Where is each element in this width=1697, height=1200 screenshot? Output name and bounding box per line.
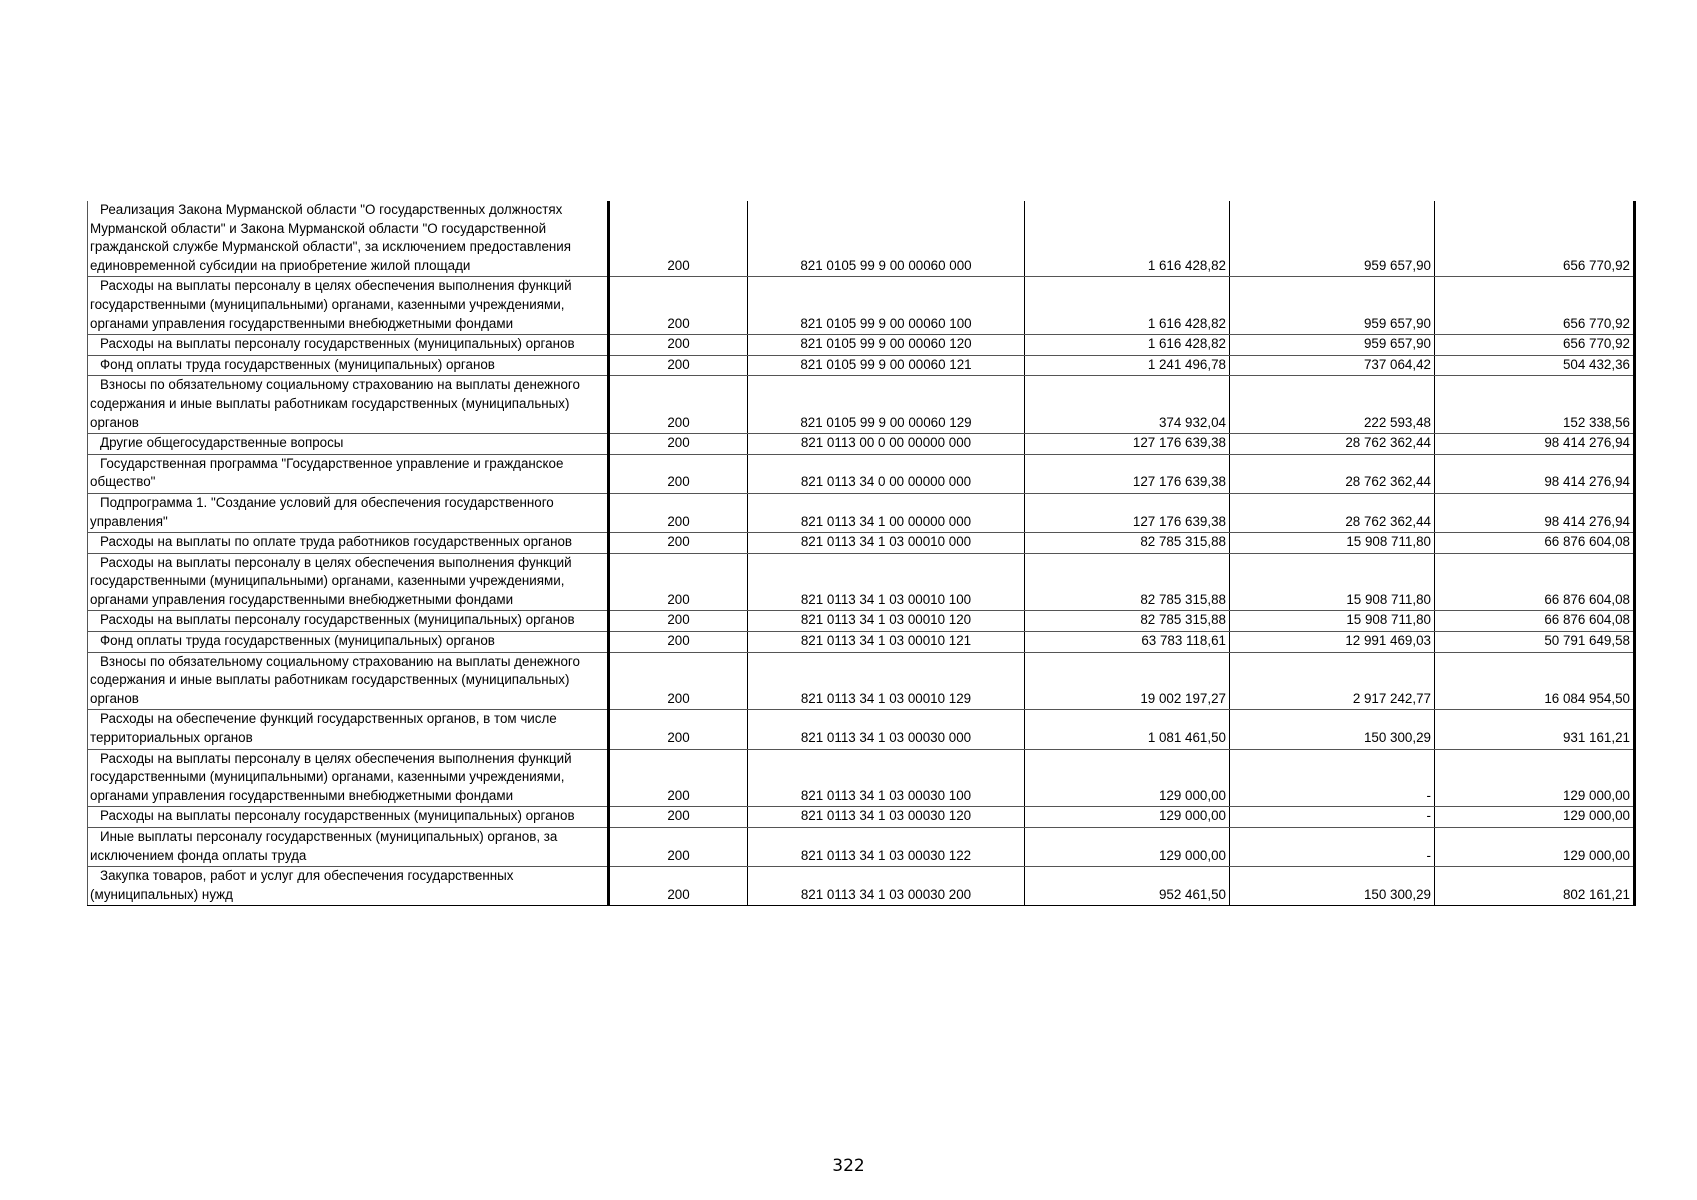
row-budget-classification-cell: 821 0113 34 1 03 00030 000 [748,710,1025,749]
row-budget-classification-cell: 821 0113 00 0 00 00000 000 [748,434,1025,455]
row-executed-amount-cell: 959 657,90 [1230,277,1435,335]
row-name-cell [88,277,609,335]
row-unexecuted-amount-cell: 16 084 954,50 [1435,652,1635,710]
row-unexecuted-amount-cell: 98 414 276,94 [1435,434,1635,455]
row-approved-amount-cell: 129 000,00 [1025,807,1230,828]
row-name-text: Расходы на выплаты персоналу в целях обеспечения выполнения функций государственными (муниципальными) органами, казенными учреждениями, органами управления государственными внебюджетными фондами [90,554,572,607]
row-budget-classification-cell: 821 0113 34 1 03 00030 120 [748,807,1025,828]
row-executed-amount-cell: 15 908 711,80 [1230,553,1435,611]
table-row [88,553,1635,611]
row-name-cell [88,652,609,710]
row-name-text: Другие общегосударственные вопросы [100,435,344,451]
row-approved-amount-cell: 1 616 428,82 [1025,277,1230,335]
row-code-cell: 200 [609,749,748,807]
row-budget-classification-cell: 821 0113 34 1 03 00010 121 [748,632,1025,653]
row-name-text: Реализация Закона Мурманской области "О государственных должностях Мурманской области" и Закона Мурманской области "О государственной гражданской службе Мурманской области", за исключением предоставления единовременной субсидии на приобретение жилой площади [90,202,572,273]
row-code-cell: 200 [609,201,748,277]
row-executed-amount-cell: 959 657,90 [1230,201,1435,277]
table-row [88,335,1635,356]
row-approved-amount-cell: 82 785 315,88 [1025,611,1230,632]
page-number: 322 [832,1156,865,1176]
row-approved-amount-cell: 952 461,50 [1025,867,1230,906]
row-name-cell [88,434,609,455]
row-name-cell [88,611,609,632]
row-executed-amount-cell: 150 300,29 [1230,710,1435,749]
row-unexecuted-amount-cell: 129 000,00 [1435,828,1635,867]
row-budget-classification-cell: 821 0113 34 1 03 00010 129 [748,652,1025,710]
row-name-text: Фонд оплаты труда государственных (муниципальных) органов [100,356,495,372]
row-name-cell [88,376,609,434]
table-row [88,611,1635,632]
row-name-cell [88,355,609,376]
row-name-cell [88,867,609,906]
row-name-cell [88,533,609,554]
row-executed-amount-cell: 15 908 711,80 [1230,533,1435,554]
row-name-cell [88,201,609,277]
row-code-cell: 200 [609,652,748,710]
row-code-cell: 200 [609,434,748,455]
row-unexecuted-amount-cell: 656 770,92 [1435,201,1635,277]
row-executed-amount-cell: - [1230,807,1435,828]
row-budget-classification-cell: 821 0113 34 1 03 00030 200 [748,867,1025,906]
row-approved-amount-cell: 129 000,00 [1025,828,1230,867]
row-name-cell [88,828,609,867]
row-name-cell [88,632,609,653]
row-executed-amount-cell: 737 064,42 [1230,355,1435,376]
row-name-cell [88,710,609,749]
row-executed-amount-cell: - [1230,749,1435,807]
table-row [88,355,1635,376]
row-name-text: Расходы на выплаты персоналу в целях обеспечения выполнения функций государственными (муниципальными) органами, казенными учреждениями, органами управления государственными внебюджетными фондами [90,750,572,803]
row-name-cell [88,493,609,532]
row-name-cell [88,335,609,356]
row-name-text: Взносы по обязательному социальному страхованию на выплаты денежного содержания и иные выплаты работникам государственных (муниципальных) органов [90,377,580,430]
row-unexecuted-amount-cell: 129 000,00 [1435,807,1635,828]
row-code-cell: 200 [609,355,748,376]
row-code-cell: 200 [609,553,748,611]
row-code-cell: 200 [609,828,748,867]
row-code-cell: 200 [609,867,748,906]
row-budget-classification-cell: 821 0113 34 1 03 00030 122 [748,828,1025,867]
row-approved-amount-cell: 82 785 315,88 [1025,533,1230,554]
row-budget-classification-cell: 821 0105 99 9 00 00060 100 [748,277,1025,335]
row-unexecuted-amount-cell: 98 414 276,94 [1435,454,1635,493]
row-code-cell: 200 [609,335,748,356]
row-approved-amount-cell: 129 000,00 [1025,749,1230,807]
row-budget-classification-cell: 821 0105 99 9 00 00060 121 [748,355,1025,376]
row-budget-classification-cell: 821 0113 34 1 00 00000 000 [748,493,1025,532]
row-approved-amount-cell: 1 081 461,50 [1025,710,1230,749]
row-unexecuted-amount-cell: 656 770,92 [1435,335,1635,356]
row-executed-amount-cell: 28 762 362,44 [1230,454,1435,493]
table-row [88,201,1635,277]
table-row [88,652,1635,710]
row-name-text: Расходы на выплаты по оплате труда работников государственных органов [100,534,573,550]
row-name-text: Расходы на обеспечение функций государственных органов, в том числе территориальных органов [90,711,557,746]
row-executed-amount-cell: 28 762 362,44 [1230,493,1435,532]
table-row [88,533,1635,554]
row-unexecuted-amount-cell: 66 876 604,08 [1435,533,1635,554]
budget-execution-table [87,201,1636,906]
row-unexecuted-amount-cell: 66 876 604,08 [1435,611,1635,632]
row-name-text: Подпрограмма 1. "Создание условий для обеспечения государственного управления" [90,494,554,529]
table-row [88,867,1635,906]
row-name-text: Государственная программа "Государственное управление и гражданское общество" [90,455,564,490]
row-name-text: Закупка товаров, работ и услуг для обеспечения государственных (муниципальных) нужд [90,868,514,902]
row-name-text: Взносы по обязательному социальному страхованию на выплаты денежного содержания и иные выплаты работникам государственных (муниципальных) органов [90,653,580,706]
row-budget-classification-cell: 821 0105 99 9 00 00060 000 [748,201,1025,277]
row-code-cell: 200 [609,611,748,632]
row-approved-amount-cell: 63 783 118,61 [1025,632,1230,653]
row-approved-amount-cell: 374 932,04 [1025,376,1230,434]
row-budget-classification-cell: 821 0113 34 1 03 00010 000 [748,533,1025,554]
row-code-cell: 200 [609,710,748,749]
table-row [88,434,1635,455]
row-name-cell [88,553,609,611]
row-budget-classification-cell: 821 0105 99 9 00 00060 120 [748,335,1025,356]
row-name-text: Расходы на выплаты персоналу государственных (муниципальных) органов [100,808,575,824]
row-unexecuted-amount-cell: 66 876 604,08 [1435,553,1635,611]
row-executed-amount-cell: 959 657,90 [1230,335,1435,356]
row-name-cell [88,454,609,493]
table-row [88,277,1635,335]
row-unexecuted-amount-cell: 656 770,92 [1435,277,1635,335]
table-body [88,201,1635,906]
row-executed-amount-cell: 15 908 711,80 [1230,611,1435,632]
row-code-cell: 200 [609,277,748,335]
row-budget-classification-cell: 821 0113 34 1 03 00010 100 [748,553,1025,611]
row-budget-classification-cell: 821 0113 34 1 03 00030 100 [748,749,1025,807]
row-approved-amount-cell: 1 616 428,82 [1025,201,1230,277]
row-code-cell: 200 [609,807,748,828]
row-executed-amount-cell: 222 593,48 [1230,376,1435,434]
row-unexecuted-amount-cell: 129 000,00 [1435,749,1635,807]
row-name-text: Расходы на выплаты персоналу государственных (муниципальных) органов [100,336,575,352]
row-executed-amount-cell: 2 917 242,77 [1230,652,1435,710]
row-unexecuted-amount-cell: 50 791 649,58 [1435,632,1635,653]
table-row [88,454,1635,493]
row-approved-amount-cell: 1 616 428,82 [1025,335,1230,356]
row-unexecuted-amount-cell: 802 161,21 [1435,867,1635,906]
table-row [88,376,1635,434]
table-row [88,710,1635,749]
row-approved-amount-cell: 127 176 639,38 [1025,454,1230,493]
row-approved-amount-cell: 127 176 639,38 [1025,434,1230,455]
row-name-cell [88,807,609,828]
row-executed-amount-cell: 150 300,29 [1230,867,1435,906]
table-row [88,493,1635,532]
row-approved-amount-cell: 127 176 639,38 [1025,493,1230,532]
row-executed-amount-cell: - [1230,828,1435,867]
table-row [88,749,1635,807]
row-unexecuted-amount-cell: 504 432,36 [1435,355,1635,376]
row-name-text: Расходы на выплаты персоналу государственных (муниципальных) органов [100,612,575,628]
row-approved-amount-cell: 19 002 197,27 [1025,652,1230,710]
row-code-cell: 200 [609,632,748,653]
row-name-text: Фонд оплаты труда государственных (муниципальных) органов [100,633,495,649]
row-budget-classification-cell: 821 0113 34 1 03 00010 120 [748,611,1025,632]
row-name-text: Иные выплаты персоналу государственных (муниципальных) органов, за исключением фонда оплаты труда [90,829,558,863]
row-name-cell [88,749,609,807]
row-code-cell: 200 [609,533,748,554]
row-budget-classification-cell: 821 0105 99 9 00 00060 129 [748,376,1025,434]
row-approved-amount-cell: 82 785 315,88 [1025,553,1230,611]
row-code-cell: 200 [609,376,748,434]
row-unexecuted-amount-cell: 931 161,21 [1435,710,1635,749]
row-approved-amount-cell: 1 241 496,78 [1025,355,1230,376]
row-unexecuted-amount-cell: 98 414 276,94 [1435,493,1635,532]
row-unexecuted-amount-cell: 152 338,56 [1435,376,1635,434]
row-executed-amount-cell: 12 991 469,03 [1230,632,1435,653]
table-row [88,632,1635,653]
row-executed-amount-cell: 28 762 362,44 [1230,434,1435,455]
row-budget-classification-cell: 821 0113 34 0 00 00000 000 [748,454,1025,493]
row-code-cell: 200 [609,454,748,493]
row-name-text: Расходы на выплаты персоналу в целях обеспечения выполнения функций государственными (муниципальными) органами, казенными учреждениями, органами управления государственными внебюджетными фондами [90,278,572,331]
table-row [88,828,1635,867]
table-row [88,807,1635,828]
row-code-cell: 200 [609,493,748,532]
